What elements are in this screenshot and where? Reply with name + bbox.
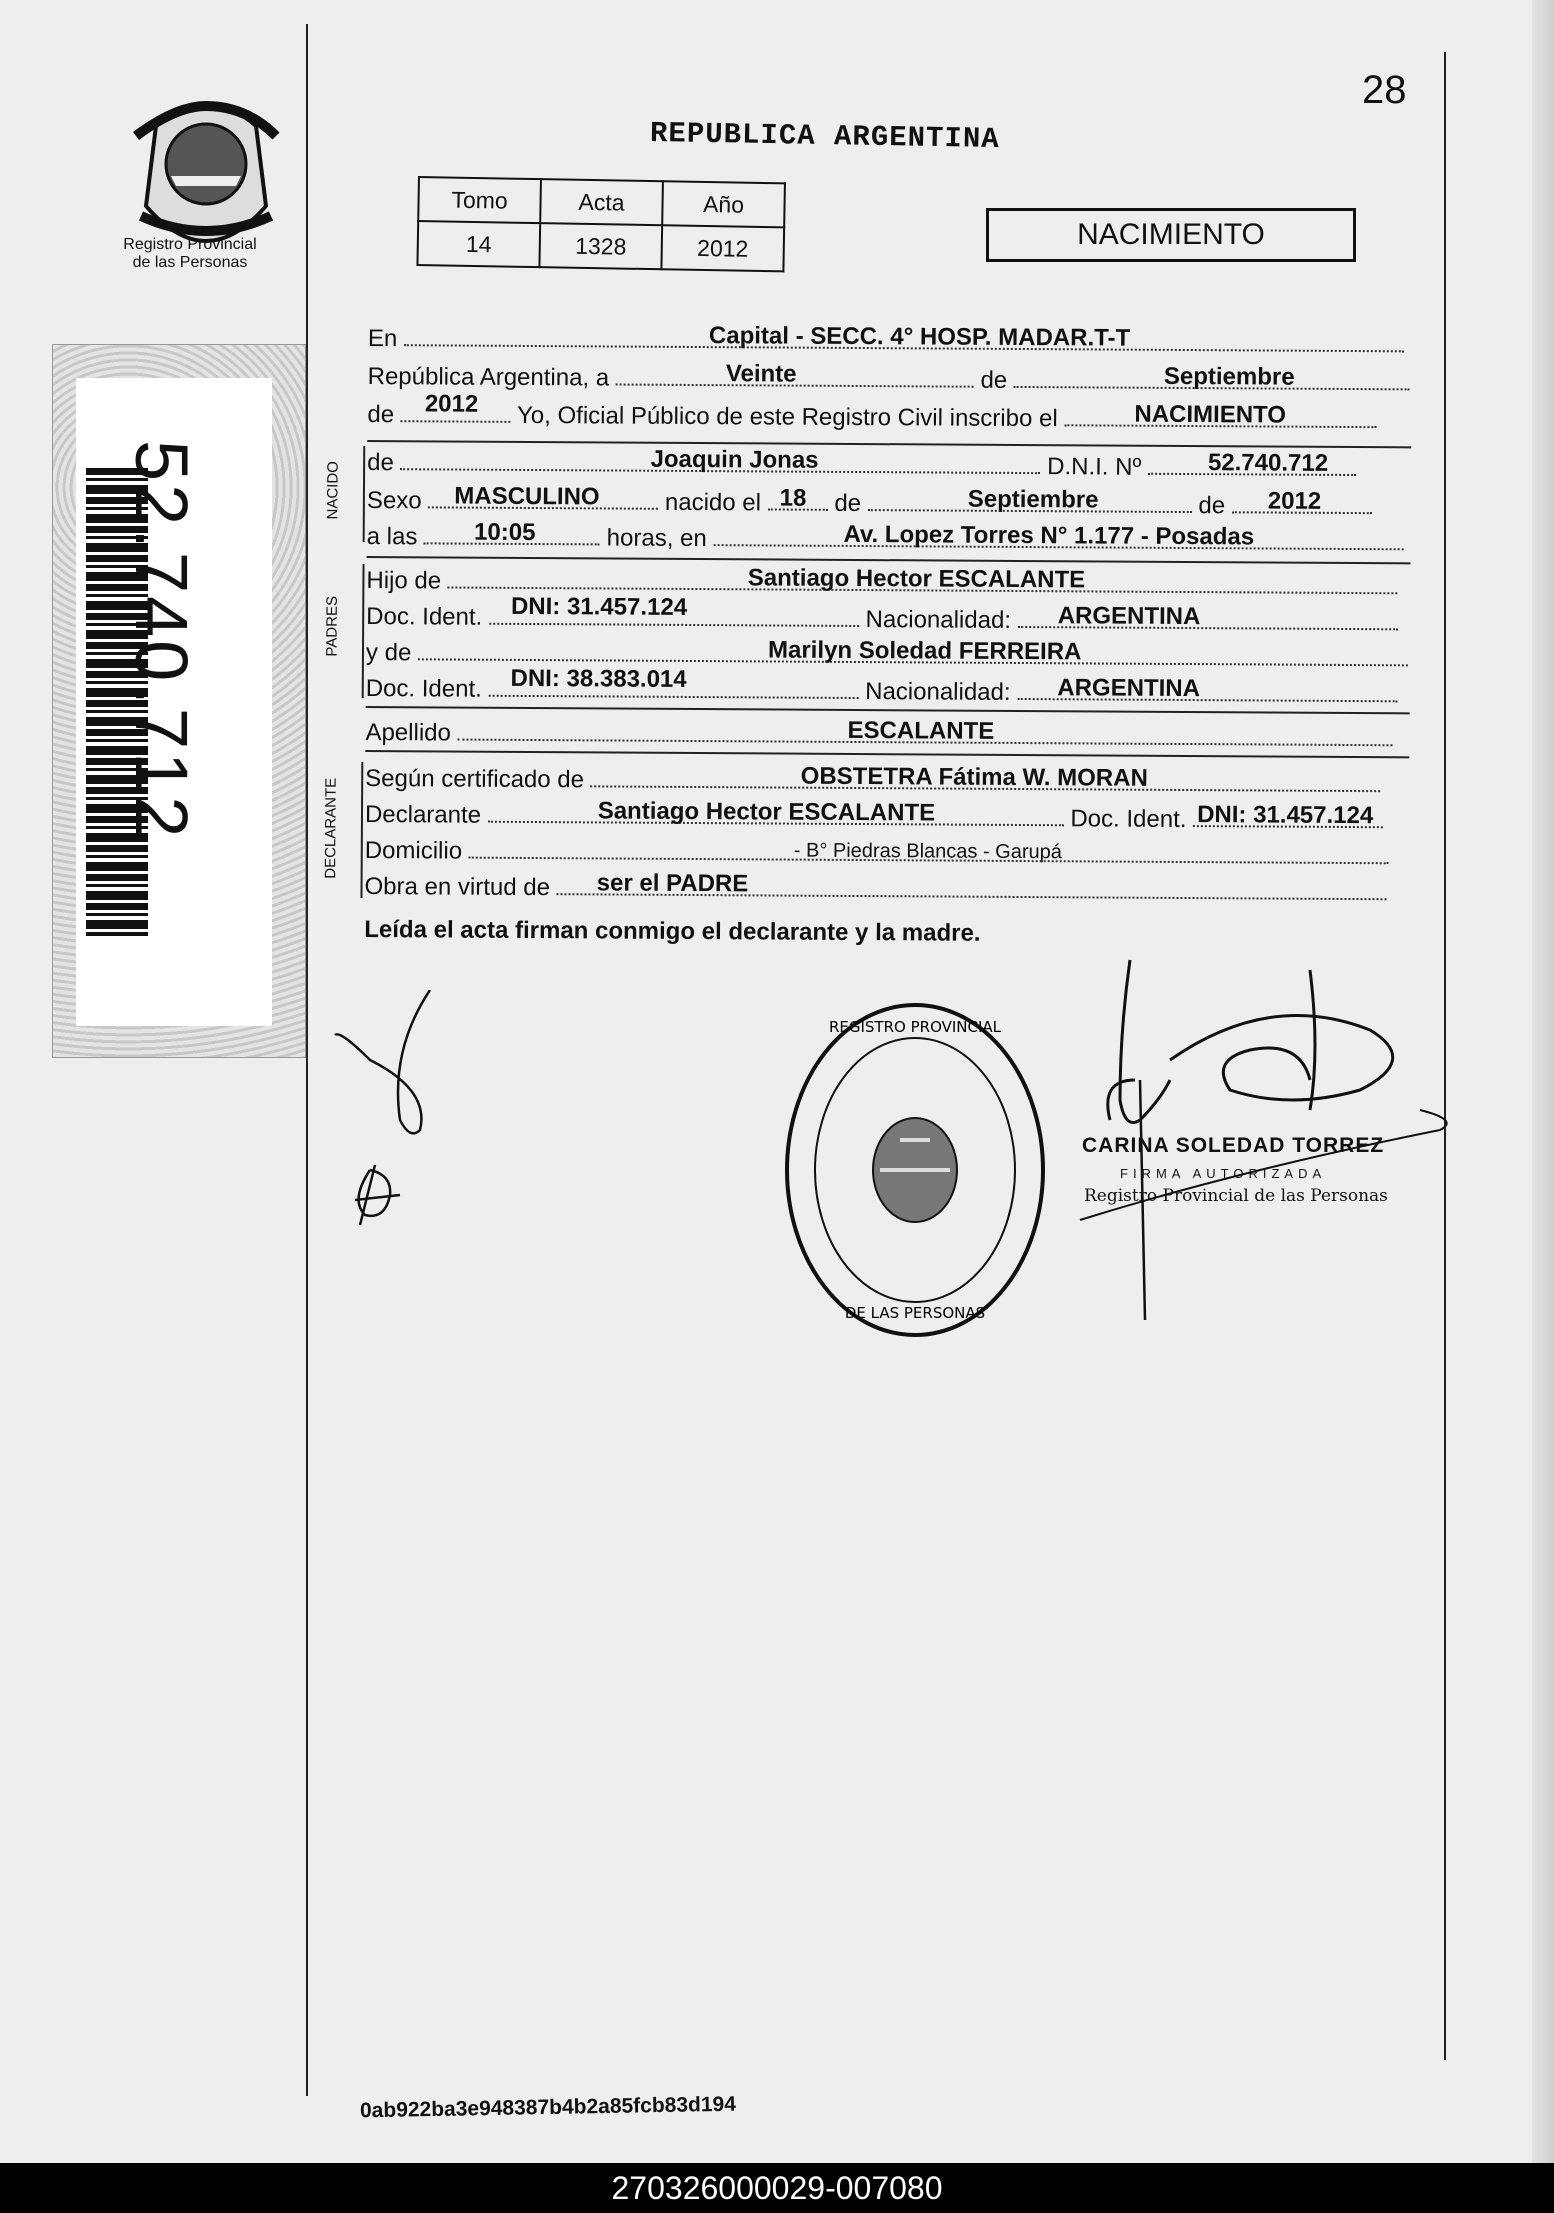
field-madre-doc	[488, 664, 858, 699]
section-declarante: DECLARANTE	[322, 777, 340, 879]
logo-caption-line-2: de las Personas	[132, 254, 248, 271]
signer-name: CARINA SOLEDAD TORREZ	[1082, 1134, 1385, 1157]
svg-text:DE LAS PERSONAS: DE LAS PERSONAS	[844, 1304, 986, 1322]
row-apellido	[365, 716, 1392, 753]
label-republica: República Argentina, a	[367, 362, 610, 392]
field-lugar	[404, 322, 1404, 352]
row-madre-doc	[365, 664, 1398, 709]
document-hash: 0ab922ba3e948387b4b2a85fcb83d194	[359, 2092, 737, 2123]
field-hora	[424, 520, 600, 545]
value-mes: Septiembre	[1163, 362, 1295, 391]
row-declarante	[365, 798, 1383, 835]
label-nacionalidad: Nacionalidad:	[865, 606, 1012, 634]
signer-role: FIRMA AUTORIZADA	[1120, 1166, 1327, 1181]
field-acto	[1064, 402, 1376, 428]
row-certificado	[365, 762, 1381, 799]
page-edge	[1532, 0, 1554, 2163]
field-declarante	[488, 799, 1064, 827]
label-hijo-de: Hijo de	[366, 566, 442, 595]
value-anio: 2012	[424, 390, 479, 418]
label-nacido-el: nacido el	[664, 488, 762, 517]
value-sexo: MASCULINO	[454, 482, 600, 511]
field-padre-nac	[1018, 604, 1398, 630]
tomo-acta-anio-table	[416, 176, 786, 272]
label-apellido: Apellido	[365, 718, 451, 747]
field-apellido	[458, 717, 1393, 747]
field-mes	[1014, 364, 1410, 390]
label-doc-ident: Doc. Ident.	[1070, 805, 1187, 834]
value-padre: Santiago Hector ESCALANTE	[747, 564, 1086, 594]
row-republica	[368, 360, 1410, 397]
label-a-las: a las	[366, 522, 418, 551]
value-lugar: Capital - SECC. 4° HOSP. MADAR.T-T	[708, 322, 1131, 352]
value-apellido: ESCALANTE	[847, 716, 995, 745]
acta-value: 1328	[539, 223, 662, 269]
row-en	[368, 322, 1404, 359]
label-obra: Obra en virtud de	[364, 872, 551, 902]
value-madre-doc: DNI: 38.383.014	[510, 664, 687, 693]
left-margin-line	[306, 24, 308, 2096]
document-type-box: NACIMIENTO	[986, 208, 1356, 262]
row-obra	[364, 870, 1386, 907]
row-domicilio	[365, 834, 1389, 871]
label-doc-ident: Doc. Ident.	[365, 674, 482, 703]
value-certificado: OBSTETRA Fátima W. MORAN	[800, 762, 1148, 792]
field-padre-doc	[489, 592, 859, 627]
field-obra	[557, 871, 1387, 900]
field-anio	[401, 390, 511, 423]
section-padres: PADRES	[323, 595, 341, 657]
value-madre: Marilyn Soledad FERREIRA	[767, 636, 1082, 666]
field-dia	[616, 362, 974, 388]
declarant-signature	[330, 990, 450, 1240]
label-de-year: de	[367, 400, 395, 429]
label-dni: D.N.I. Nº	[1047, 453, 1142, 481]
value-padre-nac: ARGENTINA	[1057, 602, 1201, 631]
row-sexo	[367, 484, 1372, 521]
row-padre-doc	[366, 592, 1398, 637]
logo-caption	[100, 236, 280, 272]
value-declarante: Santiago Hector ESCALANTE	[597, 797, 936, 827]
field-sexo	[428, 484, 658, 509]
label-horas-en: horas, en	[606, 524, 707, 553]
value-dia-nac: 18	[779, 484, 807, 512]
label-sexo: Sexo	[366, 486, 422, 515]
value-madre-nac: ARGENTINA	[1057, 674, 1201, 703]
field-lugar-nac	[713, 522, 1403, 550]
label-declarante: Declarante	[364, 800, 482, 829]
field-nombre	[400, 446, 1040, 474]
page-number: 28	[1362, 68, 1407, 112]
value-nombre: Joaquin Jonas	[650, 445, 819, 474]
label-en: En	[367, 324, 398, 353]
field-certificado	[591, 763, 1381, 792]
value-obra: ser el PADRE	[596, 869, 749, 898]
value-dni: 52.740.712	[1207, 449, 1329, 477]
field-dni	[1148, 451, 1356, 476]
document-title: REPUBLICA ARGENTINA	[649, 116, 1000, 157]
field-madre	[418, 636, 1408, 666]
signer-registry: Registro Provincial de las Personas	[1084, 1186, 1388, 1206]
tomo-value: 14	[417, 221, 540, 267]
label-de-name: de	[367, 448, 394, 477]
value-lugar-nac: Av. Lopez Torres N° 1.177 - Posadas	[843, 520, 1255, 551]
tomo-header: Tomo	[418, 177, 541, 223]
row-nombre	[367, 446, 1356, 483]
value-domicilio: - B° Piedras Blancas - Garupá	[793, 839, 1062, 864]
value-acto: NACIMIENTO	[1134, 400, 1287, 429]
value-mes-nac: Septiembre	[967, 485, 1099, 514]
section-nacido: NACIDO	[324, 461, 342, 520]
field-declarante-doc	[1193, 803, 1383, 828]
value-declarante-doc: DNI: 31.457.124	[1197, 801, 1374, 830]
acta-header: Acta	[540, 179, 663, 225]
label-de-mes: de	[834, 489, 862, 518]
field-mes-nac	[868, 487, 1192, 513]
closing-statement: Leída el acta firman conmigo el declarante y la madre.	[364, 915, 981, 947]
label-de-anio: de	[1198, 492, 1226, 520]
label-y-de: y de	[365, 638, 412, 667]
value-dia: Veinte	[725, 360, 797, 388]
value-anio-nac: 2012	[1267, 487, 1322, 515]
field-anio-nac	[1232, 489, 1372, 514]
label-domicilio: Domicilio	[364, 836, 463, 865]
official-seal	[780, 1000, 1050, 1340]
anio-value: 2012	[661, 225, 784, 271]
side-id-number: 52.740.712	[120, 440, 203, 841]
label-doc-ident: Doc. Ident.	[366, 602, 483, 631]
field-padre	[448, 564, 1398, 594]
field-madre-nac	[1017, 676, 1397, 702]
value-hora: 10:05	[474, 518, 536, 547]
row-hora	[367, 520, 1404, 557]
field-dia-nac	[768, 486, 828, 510]
row-anio	[367, 390, 1376, 435]
field-domicilio	[469, 835, 1389, 865]
label-de: de	[980, 366, 1008, 394]
seal-text: REGISTRO PROVINCIAL	[828, 1018, 1002, 1036]
anio-header: Año	[662, 181, 785, 227]
logo-caption-line-1: Registro Provincial	[123, 236, 257, 253]
label-segun: Según certificado de	[365, 764, 585, 794]
value-padre-doc: DNI: 31.457.124	[510, 592, 688, 621]
label-nacionalidad: Nacionalidad:	[865, 678, 1011, 706]
label-yo: Yo, Oficial Público de este Registro Civil inscribo el	[516, 401, 1058, 433]
footer-code: 270326000029-007080	[0, 2163, 1554, 2213]
